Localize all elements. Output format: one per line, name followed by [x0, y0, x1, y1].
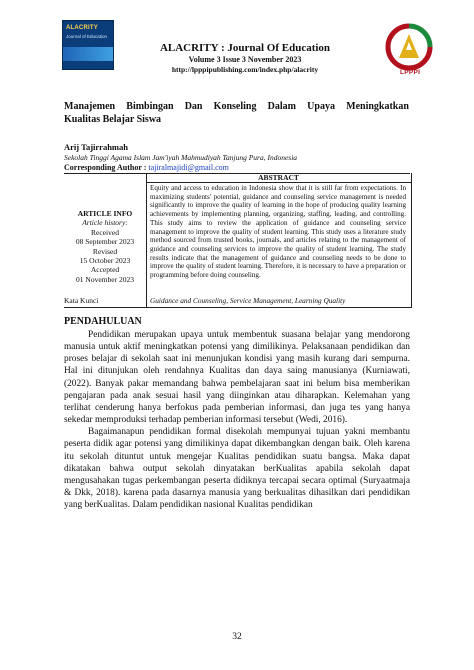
abstract-paragraph: Equity and access to education in Indonesia show that it is still far from expectations. In maximizing students' potential, guidance and counseling service management is needed significantly to improve the quality of learning in the hope of producing quality learning achievements by implementing planning, organizing, staffing, leading, and controlling. This study aims to review the application of guidance and counseling service management to improve the quality of student learning. This study uses a literature study method sourced from trusted books, journals, and articles relating to the management of guidance and counseling services to improve the quality of student learning. The study results indicate that the management of guidance and counseling needs to be done to improve the quality of student learning. Therefore, it is necessary to have a preparation or programming before doing counseling.: [150, 184, 406, 280]
title-word: Meningkatkan: [346, 101, 409, 112]
corresponding-label: Corresponding Author :: [64, 163, 147, 172]
abstract-text: [150, 184, 406, 280]
corresponding-email[interactable]: tajiralmajidi@gmail.com: [148, 163, 229, 172]
title-word: Upaya: [307, 101, 335, 112]
abstract-heading: ABSTRACT: [258, 173, 299, 182]
lpppi-logo-icon: [384, 22, 434, 76]
article-info: [64, 209, 146, 284]
cover-graphic-band: [63, 47, 113, 61]
author-affiliation: Sekolah Tinggi Agama Islam Jam'iyah Mahmudiyah Tanjung Pura, Indonesia: [64, 153, 298, 162]
table-bottom-border: [64, 307, 410, 308]
accepted-label: Accepted: [90, 265, 120, 275]
keywords-label: Kata Kunci: [64, 296, 99, 305]
journal-cover-thumbnail: [62, 20, 114, 70]
accepted-date: 01 November 2023: [76, 274, 134, 284]
keywords-value: Guidance and Counseling, Service Management, Learning Quality: [150, 296, 346, 305]
title-line-1: [64, 100, 409, 113]
revised-label: Revised: [92, 246, 118, 256]
received-label: Received: [91, 227, 119, 237]
title-word: Dan: [184, 101, 203, 112]
received-date: 08 September 2023: [75, 237, 135, 247]
title-word: Dalam: [267, 101, 296, 112]
title-word: Konseling: [213, 101, 257, 112]
article-title: [64, 100, 409, 126]
corresponding-author: [64, 163, 229, 172]
title-line-2: Kualitas Belajar Siswa: [64, 114, 162, 125]
author-name: Arij Tajirrahmah: [64, 142, 128, 152]
article-info-heading: ARTICLE INFO: [77, 209, 133, 218]
body-paragraph-1: Pendidikan merupakan upaya untuk membentuk suasana belajar yang mendorong manusia untuk aktif meningkatkan potensi yang dimilikinya. Pelaksanaan pendidikan dan proses belajar di sekolah saat ini menunjukan kondisi yang masih kurang dari sempurna. Hal ini ditunjukan oleh rendahnya Kualitas dan daya saing manusianya (Kurniawati, (2022). Banyak pakar memandang bahwa pembelajaran saat ini belum bisa memberikan pengajaran pada anak sesuai hasil yang diinginkan atau diharapkan. Kelemahan yang terlihat cenderung hanya berfokus pada pemberian informasi, dan juga tes yang hanya sekedar memproduksi terhadap pemberian informasi tersebut (Wedi, 2016).: [64, 330, 410, 426]
revised-date: 15 October 2023: [79, 256, 131, 266]
title-word: Manajemen: [64, 101, 116, 112]
body-paragraph-2: Bagaimanapun pendidikan formal disekolah mempunyai tujuan yakni membantu peserta didik agar potensi yang dimilikinya dapat dikembangkan dengan baik. Oleh karena itu sekolah dituntut untuk mengejar Kualitas pendidikan suatu bangsa. Maka dapat dikatakan bahwa output sekolah dinyatakan berKualitas apabila sekolah dapat mengusahakan tugas perkembangan peserta didiknya tercapai secara optimal (Suryaatmaja & Dkk, 2018). karena pada dasarnya manusia yang berkualitas dihasilkan dari pendidikan yang berKualitas. Dalam pendidikan nasional Kualitas pendidikan: [64, 427, 410, 511]
journal-url[interactable]: http://lpppipublishing.com/index.php/alacrity: [171, 65, 319, 74]
article-history-label: Article history:: [82, 218, 128, 228]
logo-text: LPPPI: [400, 69, 421, 76]
journal-name: ALACRITY : Journal Of Education: [159, 42, 331, 54]
cover-title: ALACRITY: [66, 25, 98, 31]
abstract-heading-rule: [146, 182, 411, 183]
journal-issue: Volume 3 Issue 3 November 2023: [188, 55, 302, 64]
body-text: [64, 329, 410, 511]
cover-subtitle: Journal of Education: [66, 34, 108, 39]
title-word: Bimbingan: [126, 101, 174, 112]
section-heading: PENDAHULUAN: [64, 316, 142, 327]
page-number: 32: [232, 632, 242, 642]
